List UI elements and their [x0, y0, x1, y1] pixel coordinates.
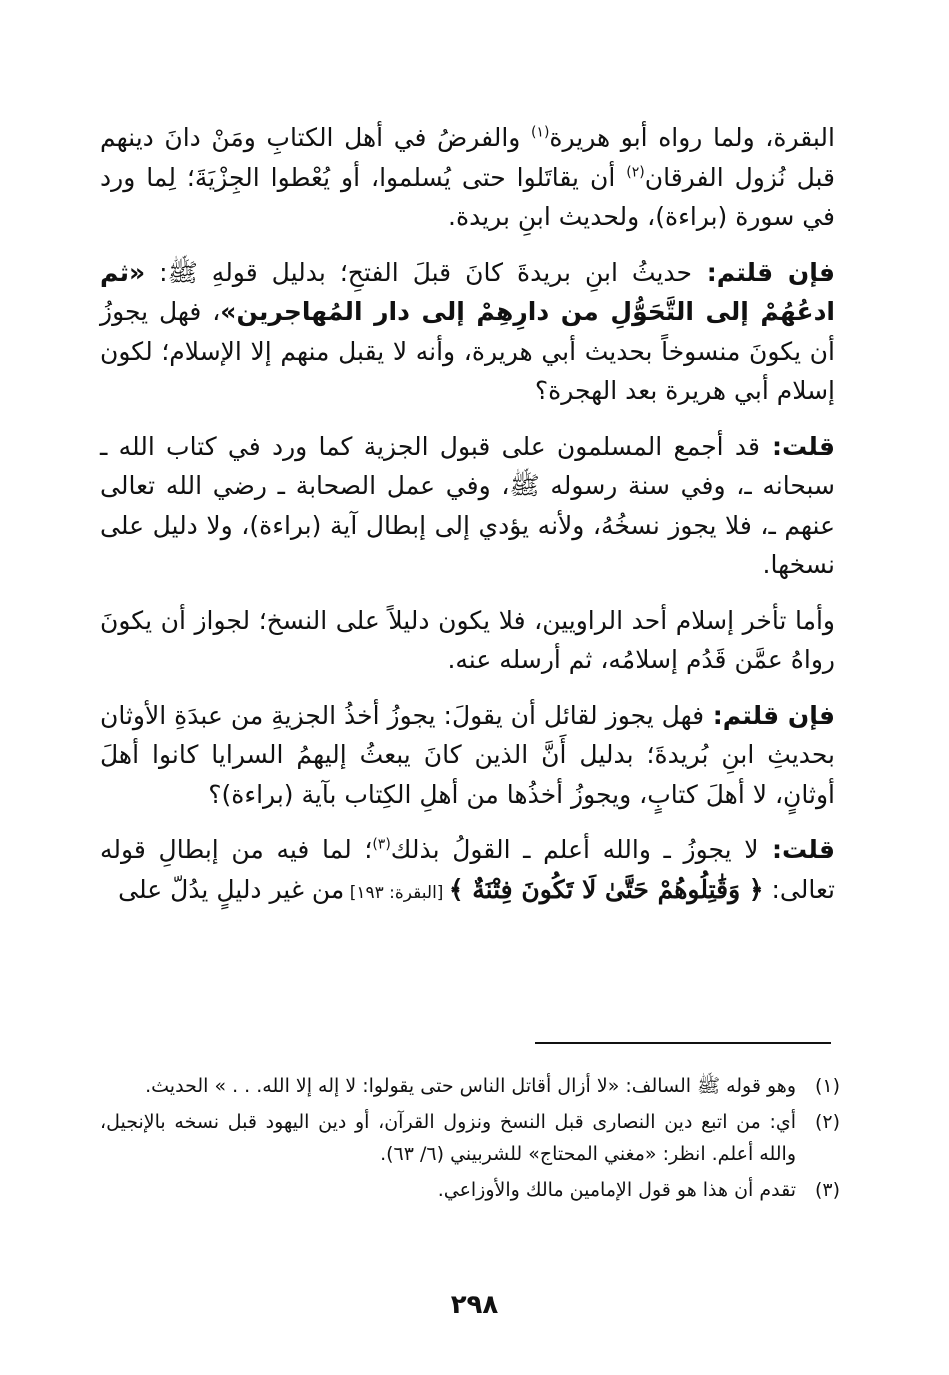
hadith-quote: «ثم ادعُهُمْ إلى التَّحَوُّلِ من دارِهِمْ إلى دار المُهاجرين»	[100, 257, 836, 326]
footnote-1	[100, 1070, 840, 1102]
footnote-marker-2[interactable]: (٢)	[626, 164, 645, 181]
paragraph-5-text: فهل يجوز لقائل أن يقولَ: يجوزُ أخذُ الجزيةِ من عبدَةِ الأوثان بحديثِ ابنِ بُريدةَ؛ بدليل أَنَّ الذين كانَ يبعثُ إليهمُ السرايا كانوا أهلَ أوثانٍ، لا أهلَ كتابٍ، ويجوزُ أخذُها من أهلِ الكِتاب بآية (براءة)؟	[100, 700, 835, 809]
paragraph-1	[100, 118, 835, 237]
footnote-text: وهو قوله ﷺ السالف: «لا أزال أقاتل الناس حتى يقولوا: لا إله إلا الله. . . » الحديث.	[145, 1075, 796, 1097]
verse-reference: [البقرة: ١٩٣]	[344, 882, 449, 903]
footnote-number: (٢)	[814, 1111, 840, 1133]
answer-lead-2: قلت:	[758, 835, 835, 864]
footnote-number: (١)	[814, 1075, 840, 1097]
paragraph-5	[100, 696, 835, 815]
paragraph-6-text-a: لا يجوزُ ـ والله أعلم ـ القولُ بذلك	[390, 835, 759, 864]
paragraph-2-text-b: ، فهل يجوزُ أن يكونَ منسوخاً بحديث أبي هريرة، وأنه لا يقبل منهم إلا الإسلام؛ لكون إسلام أبي هريرة بعد الهجرة؟	[100, 297, 835, 405]
paragraph-1-text-b: والفرضُ في أهل الكتابِ ومَنْ دانَ دينهم قبل نُزول الفرقان	[100, 123, 835, 192]
footnotes	[100, 1070, 840, 1210]
paragraph-2	[100, 253, 835, 411]
footnote-text: تقدم أن هذا هو قول الإمامين مالك والأوزاعي.	[437, 1179, 796, 1201]
paragraph-6-text-b: ؛ لما فيه من إبطالِ قوله تعالى:	[100, 835, 835, 904]
paragraph-3-text: قد أجمع المسلمون على قبول الجزية كما ورد في كتاب الله ـ سبحانه ـ، وفي سنة رسوله ﷺ، وفي عمل الصحابة ـ رضي الله تعالى عنهم ـ، فلا يجوز نسخُهُ، ولأنه يؤدي إلى إبطال آية (براءة)، ولا دليل على نسخها.	[100, 431, 835, 579]
objection-lead-2: فإن قلتم:	[704, 700, 835, 730]
answer-lead: قلت:	[759, 431, 835, 461]
footnote-marker-3[interactable]: (٣)	[372, 836, 391, 853]
paragraph-4	[100, 601, 835, 680]
paragraph-4-text: وأما تأخر إسلام أحد الراويين، فلا يكون دليلاً على النسخ؛ لجواز أن يكونَ رواهُ عمَّن قَدُم إسلامُه، ثم أرسله عنه.	[100, 605, 835, 674]
quran-verse: ﴿ وَقَٰتِلُوهُمْ حَتَّىٰ لَا تَكُونَ فِتْنَةٌ ﴾	[448, 874, 764, 904]
footnote-3	[100, 1174, 840, 1206]
paragraph-1-text-a: البقرة، ولما رواه أبو هريرة	[549, 123, 835, 152]
footnote-divider	[535, 1042, 831, 1044]
paragraph-2-text-a: حديثُ ابنِ بريدةَ كانَ قبلَ الفتحِ؛ بدليل قولهِ ﷺ:	[145, 257, 692, 287]
footnote-number: (٣)	[814, 1179, 840, 1201]
paragraph-6-text-c: من غير دليلٍ يدُلّ على	[118, 874, 345, 904]
paragraph-3	[100, 427, 835, 585]
page-number: ٢٩٨	[450, 1290, 499, 1320]
footnote-marker-1[interactable]: (١)	[530, 124, 550, 141]
footnote-text: أي: من اتبع دين النصارى قبل النسخ ونزول القرآن، أو دين اليهود قبل نسخه بالإنجيل، والله أعلم. انظر: «مغني المحتاج» للشربيني (٦/ ٦٣).	[100, 1111, 796, 1165]
main-text	[100, 118, 835, 929]
paragraph-1-text-c: أن يقاتَلوا حتى يُسلموا، أو يُعْطوا الجِزْيَةَ؛ لِما ورد في سورة (براءة)، ولحديث ابنِ بريدة.	[100, 162, 835, 231]
footnote-2	[100, 1106, 840, 1170]
paragraph-6	[100, 830, 835, 913]
objection-lead: فإن قلتم:	[691, 257, 835, 287]
